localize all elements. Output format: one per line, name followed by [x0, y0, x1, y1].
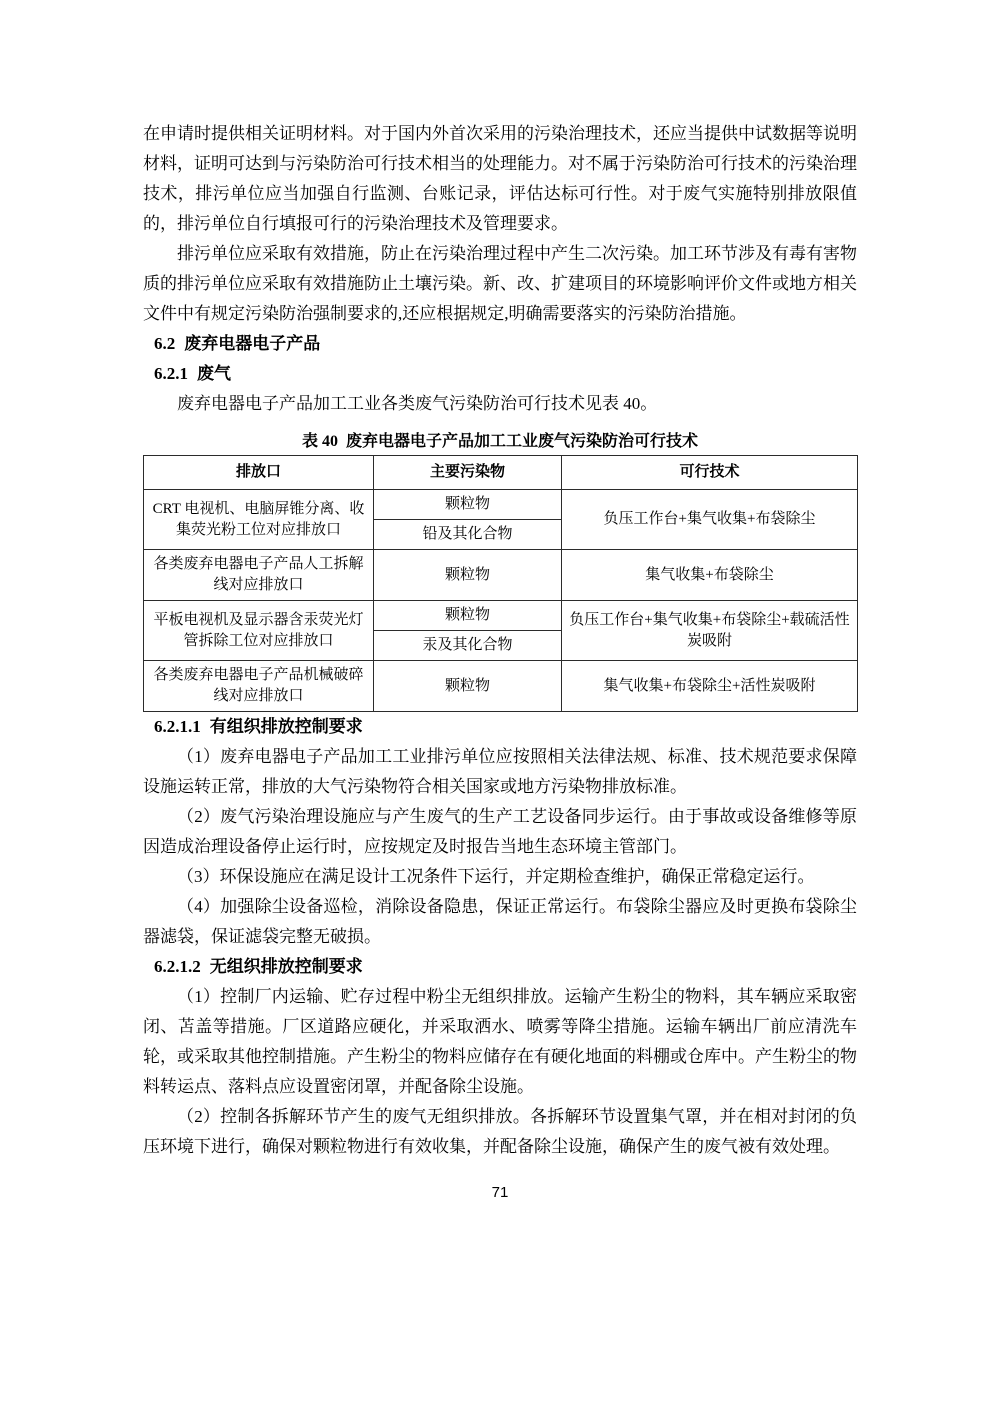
requirement-item: （3）环保设施应在满足设计工况条件下运行，并定期检查维护，确保正常稳定运行。: [177, 867, 815, 886]
pollution-control-table: [143, 455, 858, 712]
section-heading-6-2-1-1: [143, 712, 857, 742]
table-row: [144, 661, 858, 712]
pollutant-cell: 汞及其化合物: [374, 631, 562, 661]
table-header-pollutant: 主要污染物: [374, 456, 562, 490]
requirement-item: （2）控制各拆解环节产生的废气无组织排放。各拆解环节设置集气罩，并在相对封闭的负压环境下进行，确保对颗粒物进行有效收集，并配备除尘设施，确保产生的废气被有效处理。: [143, 1107, 857, 1156]
section-title: 有组织排放控制要求: [209, 717, 363, 736]
section-title: 无组织排放控制要求: [209, 957, 363, 976]
requirement-item: （1）废弃电器电子产品加工工业排污单位应按照相关法律法规、标准、技术规范要求保障设施运转正常，排放的大气污染物符合相关国家或地方污染物排放标准。: [143, 747, 857, 796]
pollutant-cell: 颗粒物: [374, 550, 562, 601]
table-caption: [143, 429, 857, 455]
body-paragraph: 排污单位应采取有效措施，防止在污染治理过程中产生二次污染。加工环节涉及有毒有害物质的排污单位应采取有效措施防止土壤污染。新、改、扩建项目的环境影响评价文件或地方相关文件中有规定污染防治强制要求的,还应根据规定,明确需要落实的污染防治措施。: [143, 244, 857, 323]
outlet-cell: 各类废弃电器电子产品人工拆解线对应排放口: [144, 550, 374, 601]
section-heading-6-2: [143, 329, 857, 359]
section-number: 6.2.1: [154, 364, 188, 383]
section-title: 废弃电器电子产品: [184, 334, 321, 353]
outlet-cell: 平板电视机及显示器含汞荧光灯管拆除工位对应排放口: [144, 601, 374, 661]
technology-cell: 集气收集+布袋除尘: [562, 550, 858, 601]
table-header-technology: 可行技术: [562, 456, 858, 490]
requirement-item: （2）废气污染治理设施应与产生废气的生产工艺设备同步运行。由于事故或设备维修等原因造成治理设备停止运行时，应按规定及时报告当地生态环境主管部门。: [143, 807, 857, 856]
section-number: 6.2.1.1: [154, 717, 201, 736]
table-header-row: [144, 456, 858, 490]
section-title: 废气: [197, 364, 231, 383]
pollutant-cell: 颗粒物: [374, 601, 562, 631]
outlet-cell: CRT 电视机、电脑屏锥分离、收集荧光粉工位对应排放口: [144, 490, 374, 550]
requirement-item: （4）加强除尘设备巡检，消除设备隐患，保证正常运行。布袋除尘器应及时更换布袋除尘器滤袋，保证滤袋完整无破损。: [143, 897, 857, 946]
section-number: 6.2: [154, 334, 176, 353]
table-row: [144, 550, 858, 601]
requirement-item: （1）控制厂内运输、贮存过程中粉尘无组织排放。运输产生粉尘的物料，其车辆应采取密闭、苫盖等措施。厂区道路应硬化，并采取洒水、喷雾等降尘措施。运输车辆出厂前应清洗车轮，或采取其他控制措施。产生粉尘的物料应储存在有硬化地面的料棚或仓库中。产生粉尘的物料转运点、落料点应设置密闭罩，并配备除尘设施。: [143, 987, 857, 1096]
table-caption-label: 表 40: [301, 433, 338, 450]
table-header-outlet: 排放口: [144, 456, 374, 490]
technology-cell: 集气收集+布袋除尘+活性炭吸附: [562, 661, 858, 712]
pollutant-cell: 铅及其化合物: [374, 520, 562, 550]
table-row: [144, 601, 858, 631]
pollutant-cell: 颗粒物: [374, 490, 562, 520]
table-row: [144, 490, 858, 520]
pollutant-cell: 颗粒物: [374, 661, 562, 712]
page-number: 71: [491, 1184, 509, 1201]
technology-cell: 负压工作台+集气收集+布袋除尘+载硫活性炭吸附: [562, 601, 858, 661]
table-caption-title: 废弃电器电子产品加工工业废气污染防治可行技术: [346, 433, 699, 450]
section-heading-6-2-1: [143, 359, 857, 389]
technology-cell: 负压工作台+集气收集+布袋除尘: [562, 490, 858, 550]
section-heading-6-2-1-2: [143, 952, 857, 982]
outlet-cell: 各类废弃电器电子产品机械破碎线对应排放口: [144, 661, 374, 712]
body-paragraph: 在申请时提供相关证明材料。对于国内外首次采用的污染治理技术，还应当提供中试数据等说明材料，证明可达到与污染防治可行技术相当的处理能力。对不属于污染防治可行技术的污染治理技术，排污单位应当加强自行监测、台账记录，评估达标可行性。对于废气实施特别排放限值的，排污单位自行填报可行的污染治理技术及管理要求。: [143, 124, 857, 233]
table-intro-paragraph: 废弃电器电子产品加工工业各类废气污染防治可行技术见表 40。: [177, 394, 658, 413]
section-number: 6.2.1.2: [154, 957, 201, 976]
